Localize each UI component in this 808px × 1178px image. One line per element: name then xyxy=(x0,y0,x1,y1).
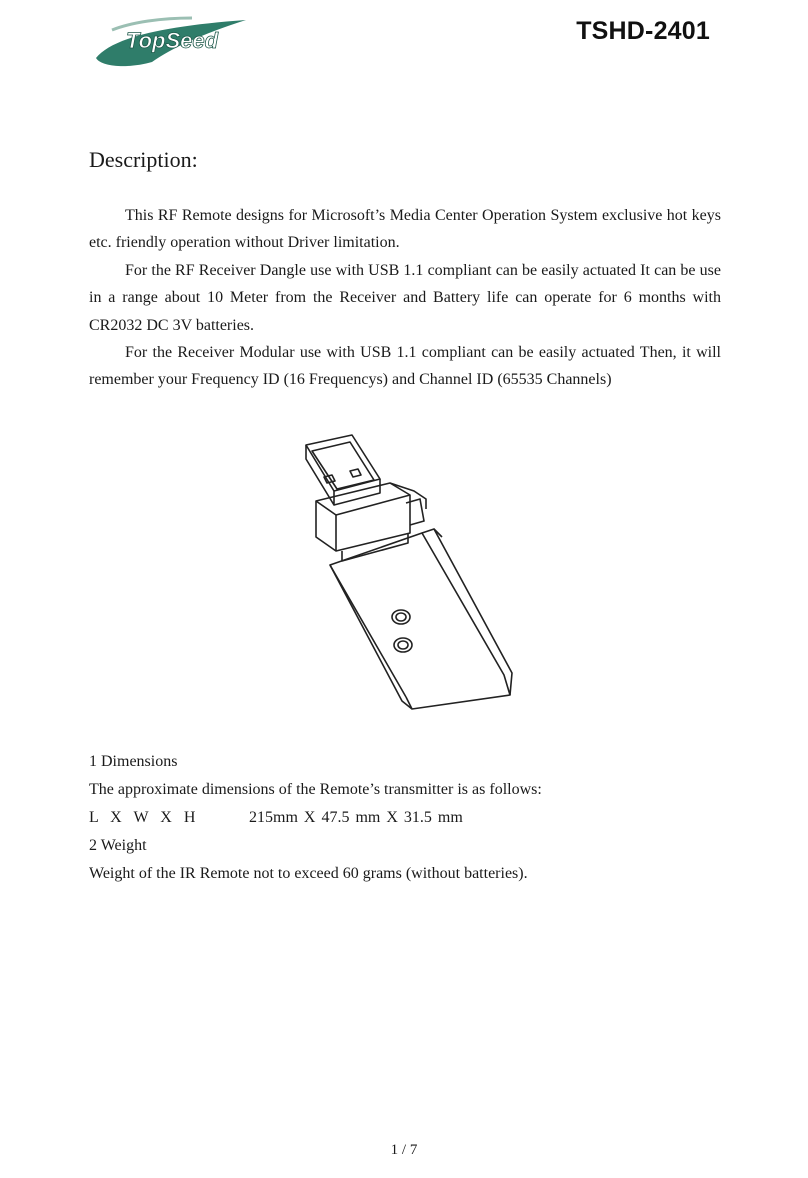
page-number: 1 / 7 xyxy=(390,1142,418,1158)
dongle-body xyxy=(330,529,512,709)
dongle-buttons xyxy=(392,610,412,652)
description-paragraph-3: For the Receiver Modular use with USB 1.1 compliant can be easily actuated Then, it will remember your Frequency ID (16 Frequencys) and Channel ID (65535 Channels) xyxy=(89,344,721,389)
model-number: TSHD-2401 xyxy=(576,17,710,45)
weight-text: Weight of the IR Remote not to exceed 60 grams (without batteries). xyxy=(89,865,528,882)
topseed-logo xyxy=(92,8,250,70)
description-heading: Description: xyxy=(89,147,198,172)
dimensions-values: 215mm X 47.5 mm X 31.5 mm xyxy=(249,809,463,826)
description-paragraph-1: This RF Remote designs for Microsoft’s Media Center Operation System exclusive hot keys etc. friendly operation without Driver limitation. xyxy=(89,207,721,252)
dimensions-heading: 1 Dimensions xyxy=(89,753,178,770)
description-paragraph-2: For the RF Receiver Dangle use with USB 1.1 compliant can be easily actuated It can be use in a range about 10 Meter from the Receiver and Battery life can operate for 6 months with CR2032 DC 3V batteries. xyxy=(89,262,721,334)
usb-receiver-dongle-drawing xyxy=(282,425,532,710)
logo-wordmark: TopSeed xyxy=(126,28,219,53)
dimensions-label: L X W X H xyxy=(89,809,200,826)
weight-heading: 2 Weight xyxy=(89,837,147,854)
dimensions-text: The approximate dimensions of the Remote’s transmitter is as follows: xyxy=(89,781,542,798)
